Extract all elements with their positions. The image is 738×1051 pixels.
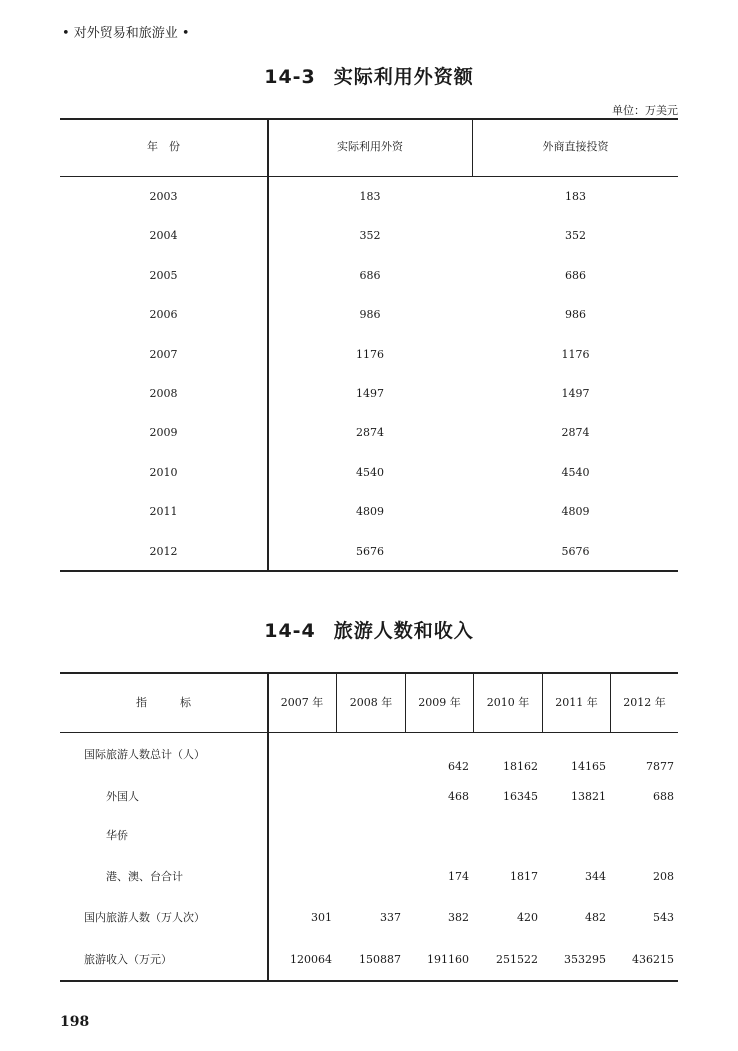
table1-year-cell: 2003 xyxy=(149,190,178,203)
table2-value-cell: 13821 xyxy=(571,790,606,803)
table2-col-2012: 2012 年 xyxy=(623,696,666,709)
table1-actual-cell: 1497 xyxy=(356,387,384,400)
table2-value-cell: 382 xyxy=(448,911,469,924)
table2-title xyxy=(0,616,738,643)
table2-value-cell: 7877 xyxy=(646,760,674,773)
table1-fdi-cell: 2874 xyxy=(561,426,590,440)
table1-bottom-rule xyxy=(60,570,678,572)
table1-fdi-cell: 183 xyxy=(565,190,586,203)
table2-value-cell: 436215 xyxy=(632,953,674,966)
table1-actual-cell: 352 xyxy=(359,229,381,243)
table2-col-2009: 2009 年 xyxy=(418,696,461,709)
table1-fdi-cell: 686 xyxy=(565,268,586,282)
table1-col-year: 年 份 xyxy=(147,140,180,153)
table2-value-cell: 150887 xyxy=(359,953,401,966)
table2-col-2008: 2008 年 xyxy=(349,696,393,709)
table2-bottom-rule xyxy=(60,980,678,982)
page-number: 198 xyxy=(60,1014,90,1030)
table2-title-number: 14-4 xyxy=(264,620,316,642)
table1-top-rule xyxy=(60,118,678,120)
table2-value-cell: 468 xyxy=(448,790,469,803)
table1-col-actual: 实际利用外资 xyxy=(337,140,403,153)
table2-row-label: 旅游收入（万元） xyxy=(84,953,172,966)
table2-value-cell: 120064 xyxy=(290,953,332,966)
table2-col-2007: 2007 年 xyxy=(280,696,324,709)
table2-col-2011: 2011 年 xyxy=(555,696,598,709)
table2-value-cell: 688 xyxy=(653,790,674,803)
table1-year-cell: 2012 xyxy=(149,544,178,558)
table1-divider-1 xyxy=(267,119,269,570)
table2-row-label: 国内旅游人数（万人次） xyxy=(84,911,205,924)
table2-value-cell: 16345 xyxy=(503,790,538,803)
table2-col-indicator: 指 标 xyxy=(136,696,191,709)
table1-fdi-cell: 352 xyxy=(565,229,586,243)
table1-year-cell: 2004 xyxy=(149,229,178,243)
table1-title-text: 实际利用外资额 xyxy=(333,66,474,88)
table1-year-cell: 2006 xyxy=(149,308,178,322)
table1-actual-cell: 686 xyxy=(359,268,381,282)
table1-actual-cell: 4809 xyxy=(356,505,384,519)
table2-value-cell: 420 xyxy=(517,911,538,924)
table2-value-cell: 208 xyxy=(653,870,674,883)
table1-fdi-cell: 4809 xyxy=(561,505,590,519)
table1-year-cell: 2010 xyxy=(149,465,178,479)
table1-year-cell: 2008 xyxy=(149,387,178,400)
table1-fdi-cell: 986 xyxy=(565,308,586,322)
table2-col-2010: 2010 年 xyxy=(486,696,530,709)
table2-value-cell: 251522 xyxy=(496,953,538,966)
table2-top-rule xyxy=(60,672,678,674)
table2-value-cell: 174 xyxy=(448,870,469,883)
table1-fdi-cell: 1176 xyxy=(561,347,590,361)
table2-value-cell: 191160 xyxy=(427,953,469,966)
table1-year-cell: 2005 xyxy=(149,268,178,282)
table2-value-cell: 482 xyxy=(585,911,606,924)
table2-value-cell: 353295 xyxy=(564,953,606,966)
table2-header-rule xyxy=(60,732,678,733)
table1-actual-cell: 1176 xyxy=(356,347,384,361)
table1-fdi-cell: 5676 xyxy=(561,544,590,558)
table1-title xyxy=(0,62,738,89)
table2-row-label: 外国人 xyxy=(106,790,139,803)
table2-value-cell: 18162 xyxy=(503,760,538,773)
table1-header-rule xyxy=(60,176,678,177)
table1-col-fdi: 外商直接投资 xyxy=(542,140,609,153)
table1-actual-cell: 183 xyxy=(359,190,381,203)
table2-value-cell: 642 xyxy=(448,760,469,773)
table2-value-cell: 344 xyxy=(585,870,606,883)
table1-actual-cell: 4540 xyxy=(356,465,384,479)
table2-divider-label xyxy=(267,673,269,980)
table1-fdi-cell: 4540 xyxy=(561,465,590,479)
running-head: • 对外贸易和旅游业 • xyxy=(62,26,190,41)
table2-row-label: 国际旅游人数总计（人） xyxy=(84,748,205,761)
table2-title-text: 旅游人数和收入 xyxy=(333,620,474,642)
table1-year-cell: 2009 xyxy=(149,426,178,440)
table1-actual-cell: 2874 xyxy=(356,426,384,440)
table2-value-cell: 14165 xyxy=(571,760,606,773)
table1-unit: 单位：万美元 xyxy=(612,104,678,117)
table2-value-cell: 1817 xyxy=(510,870,538,883)
table1-actual-cell: 5676 xyxy=(356,544,384,558)
table1-title-number: 14-3 xyxy=(264,66,316,88)
table2-value-cell: 543 xyxy=(653,911,674,924)
table2-row-label: 港、澳、台合计 xyxy=(106,870,183,883)
table2-value-cell: 337 xyxy=(380,911,401,924)
table1-fdi-cell: 1497 xyxy=(561,387,590,400)
table2-row-label: 华侨 xyxy=(106,829,128,842)
table1-actual-cell: 986 xyxy=(359,308,381,322)
table2-value-cell: 301 xyxy=(311,911,332,924)
table1-year-cell: 2007 xyxy=(149,347,178,361)
table1-year-cell: 2011 xyxy=(149,505,178,519)
